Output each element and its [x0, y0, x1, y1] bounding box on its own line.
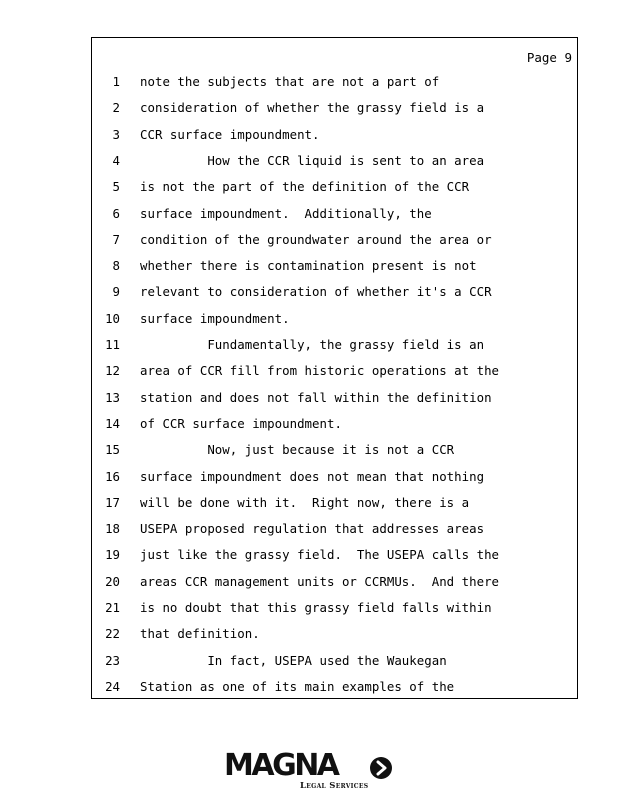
line-text: USEPA proposed regulation that addresses areas	[140, 521, 485, 537]
line-text: Now, just because it is not a CCR	[140, 442, 455, 458]
transcript-line	[92, 232, 579, 258]
line-text: Station as one of its main examples of the	[140, 678, 455, 694]
line-number: 13	[105, 389, 120, 405]
line-text: just like the grassy field. The USEPA calls the	[140, 547, 500, 563]
transcript-line	[92, 547, 579, 573]
transcript-line	[92, 653, 579, 679]
line-text: Fundamentally, the grassy field is an	[140, 337, 485, 352]
line-number: 6	[112, 205, 120, 221]
line-number: 17	[105, 494, 120, 510]
line-text: area of CCR fill from historic operations at the	[140, 363, 500, 379]
line-text: surface impoundment.	[140, 310, 290, 326]
line-text: surface impoundment does not mean that nothing	[140, 468, 485, 484]
transcript-line	[92, 495, 579, 521]
line-number: 18	[105, 521, 120, 537]
line-number: 2	[112, 100, 120, 116]
line-text: that definition.	[140, 626, 260, 642]
transcript-line	[92, 469, 579, 495]
transcript-line	[92, 390, 579, 416]
line-number: 4	[112, 152, 120, 168]
line-number: 9	[112, 284, 120, 300]
line-text: condition of the groundwater around the area or	[140, 231, 492, 247]
line-text: surface impoundment. Additionally, the	[140, 205, 432, 221]
transcript-line	[92, 600, 579, 626]
line-number: 23	[105, 652, 120, 668]
transcript-line	[92, 153, 579, 179]
line-text: relevant to consideration of whether it's a CCR	[140, 284, 492, 300]
logo-wordmark: MAGNA	[224, 748, 338, 783]
line-text: In fact, USEPA used the Waukegan	[140, 652, 447, 668]
transcript-line	[92, 311, 579, 337]
line-number: 20	[105, 573, 120, 589]
transcript-line	[92, 284, 579, 310]
line-number: 10	[105, 310, 120, 326]
line-number: 7	[112, 231, 120, 247]
transcript-line	[92, 626, 579, 652]
line-number: 8	[112, 258, 120, 274]
line-text: note the subjects that are not a part of	[140, 74, 440, 89]
line-number: 24	[105, 678, 120, 694]
line-number: 19	[105, 547, 120, 563]
line-text: station and does not fall within the definition	[140, 389, 492, 405]
line-number: 5	[112, 179, 120, 195]
line-text: consideration of whether the grassy field is a	[140, 100, 485, 116]
line-number: 14	[105, 415, 120, 431]
line-text: is no doubt that this grassy field falls within	[140, 600, 492, 615]
chevron-right-icon	[370, 757, 392, 779]
line-text: areas CCR management units or CCRMUs. And there	[140, 573, 500, 589]
line-number: 15	[105, 442, 120, 458]
logo-subtitle: Legal Services	[300, 781, 369, 791]
line-number: 16	[105, 468, 120, 484]
line-number: 21	[105, 600, 120, 615]
line-text: CCR surface impoundment.	[140, 126, 320, 142]
transcript-line	[92, 416, 579, 442]
line-number: 1	[112, 74, 120, 89]
line-text: of CCR surface impoundment.	[140, 415, 342, 431]
transcript-line	[92, 574, 579, 600]
line-text: will be done with it. Right now, there is a	[140, 494, 470, 510]
line-text: How the CCR liquid is sent to an area	[140, 152, 485, 168]
transcript-line	[92, 337, 579, 363]
transcript-page	[91, 37, 578, 699]
transcript-line	[92, 442, 579, 468]
transcript-line	[92, 100, 579, 126]
line-number: 11	[105, 337, 120, 352]
transcript-line	[92, 179, 579, 205]
page-number: Page 9	[526, 50, 572, 65]
transcript-line	[92, 679, 579, 705]
line-number: 12	[105, 363, 120, 379]
magna-logo	[224, 748, 396, 794]
line-text: whether there is contamination present is not	[140, 258, 477, 274]
line-number: 22	[105, 626, 120, 642]
transcript-line	[92, 521, 579, 547]
line-number: 3	[112, 126, 120, 142]
line-text: is not the part of the definition of the CCR	[140, 179, 470, 195]
transcript-line	[92, 74, 579, 100]
transcript-line	[92, 363, 579, 389]
transcript-line	[92, 127, 579, 153]
transcript-line	[92, 258, 579, 284]
transcript-line	[92, 206, 579, 232]
